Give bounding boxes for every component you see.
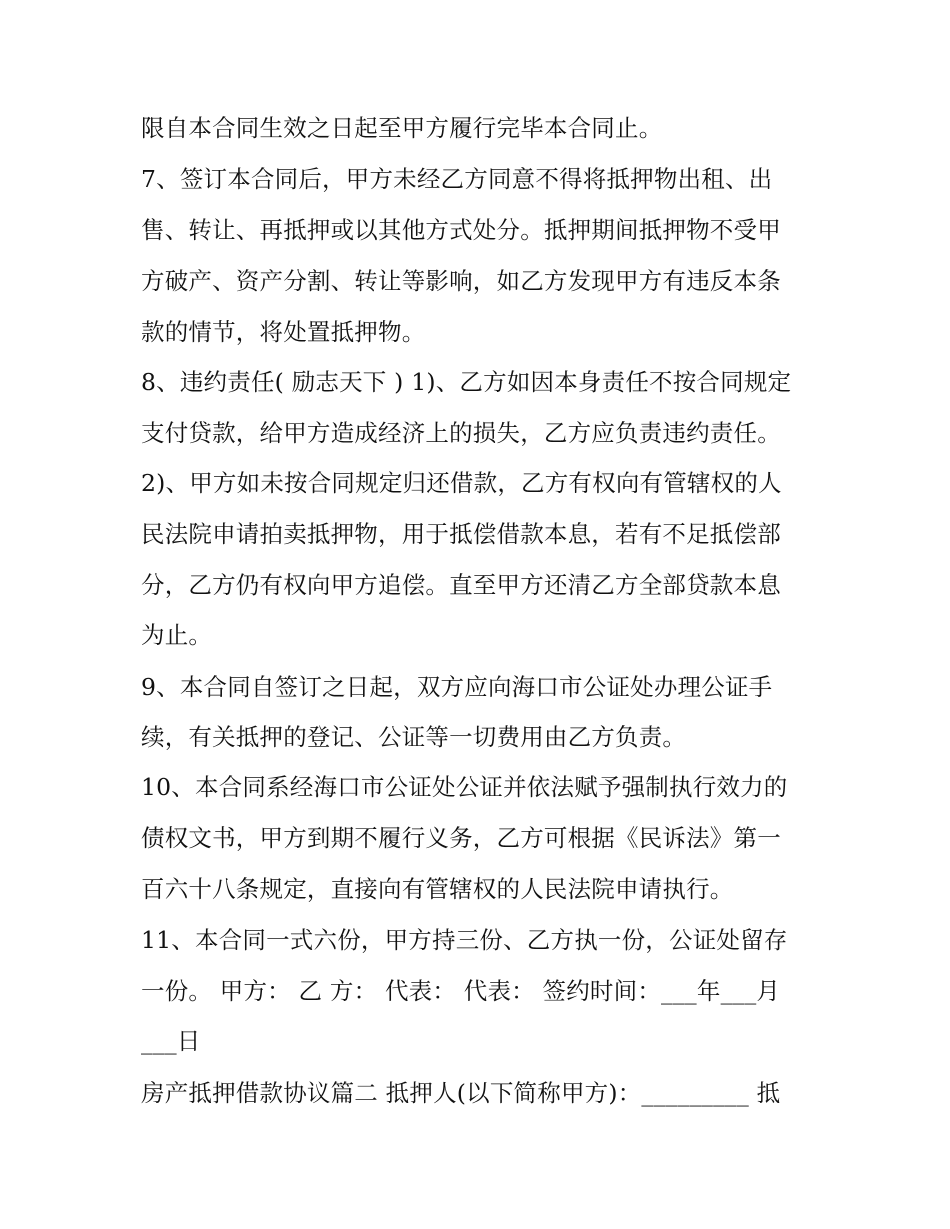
text-line: 7、签订本合同后，甲方未经乙方同意不得将抵押物出租、出 (141, 165, 773, 193)
text-line: 为止。 (141, 621, 213, 649)
text-line: ___日 (141, 1027, 201, 1055)
text-line: 8、违约责任( 励志天下 ) 1)、乙方如因本身责任不按合同规定 (141, 368, 792, 396)
text-line: 民法院申请拍卖抵押物，用于抵偿借款本息，若有不足抵偿部 (141, 520, 781, 548)
text-line: 限自本合同生效之日起至甲方履行完毕本合同止。 (141, 114, 663, 142)
text-line: 售、转让、再抵押或以其他方式处分。抵押期间抵押物不受甲 (141, 216, 781, 244)
text-line: 11、本合同一式六份，甲方持三份、乙方执一份，公证处留存 (141, 926, 788, 954)
text-line: 百六十八条规定，直接向有管辖权的人民法院申请执行。 (141, 875, 734, 903)
text-line: 一份。 甲方： 乙 方： 代表： 代表： 签约时间：___年___月 (141, 977, 781, 1005)
text-line: 方破产、资产分割、转让等影响，如乙方发现甲方有违反本条 (141, 267, 781, 295)
text-line: 9、本合同自签订之日起，双方应向海口市公证处办理公证手 (141, 673, 773, 701)
text-line: 10、本合同系经海口市公证处公证并依法赋予强制执行效力的 (141, 773, 788, 801)
text-line: 债权文书，甲方到期不履行义务，乙方可根据《民诉法》第一 (141, 824, 781, 852)
text-line: 续，有关抵押的登记、公证等一切费用由乙方负责。 (141, 723, 687, 751)
text-line: 房产抵押借款协议篇二 抵押人(以下简称甲方)：_________ 抵 (141, 1079, 781, 1107)
text-line: 分，乙方仍有权向甲方追偿。直至甲方还清乙方全部贷款本息 (141, 571, 781, 599)
text-line: 2)、甲方如未按合同规定归还借款，乙方有权向有管辖权的人 (141, 469, 782, 497)
text-line: 支付贷款，给甲方造成经济上的损失，乙方应负责违约责任。 (141, 419, 781, 447)
text-line: 款的情节，将处置抵押物。 (141, 318, 426, 346)
